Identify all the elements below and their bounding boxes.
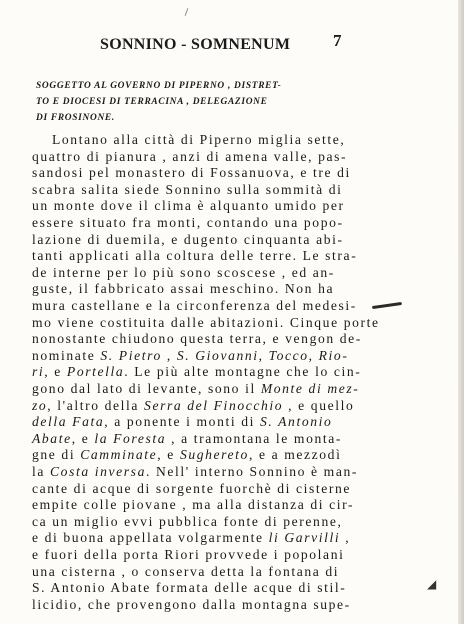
body-line bbox=[32, 414, 332, 431]
page-header bbox=[0, 31, 464, 56]
italic-place-name: Serra del Finocchio bbox=[144, 397, 284, 413]
body-line bbox=[32, 265, 335, 282]
italic-place-name: Camminate bbox=[80, 447, 158, 463]
running-title: SONNINO - SOMNENUM bbox=[100, 36, 291, 53]
body-line bbox=[32, 547, 344, 564]
body-line bbox=[32, 597, 351, 614]
scan-edge-shadow bbox=[458, 0, 464, 624]
italic-place-name: della Fata bbox=[32, 414, 105, 430]
italic-place-name: Portella bbox=[66, 364, 125, 380]
page-number: 7 bbox=[333, 31, 342, 50]
text-run: gono dal lato di levante, sono il bbox=[32, 381, 261, 396]
text-run: , e bbox=[44, 364, 67, 380]
italic-place-name: la Foresta bbox=[94, 430, 167, 446]
text-run: lazione di duemila, e dugento cinquanta abi- bbox=[32, 231, 344, 247]
body-line bbox=[32, 165, 351, 182]
text-run: Lontano alla città di Piperno miglia sette, bbox=[52, 132, 346, 147]
italic-place-name: Rio- bbox=[318, 347, 349, 363]
subtitle-line: DI FROSINONE. bbox=[36, 113, 115, 123]
italic-place-name: Monte di mez- bbox=[260, 381, 360, 396]
text-run: S. Antonio Abate formata delle acque di stil- bbox=[32, 580, 347, 596]
body-line bbox=[32, 398, 354, 415]
text-run: scabra salita siede Sonnino sulla sommità di bbox=[32, 181, 343, 197]
body-line bbox=[32, 364, 361, 381]
italic-place-name: S. Pietro bbox=[100, 347, 162, 363]
text-run: mo viene costituita dalle abitazioni. Cinque porte bbox=[32, 314, 380, 330]
body-line bbox=[32, 381, 359, 398]
text-run: . Nell' interno Sonnino è man- bbox=[145, 464, 359, 479]
italic-place-name: S. Antonio bbox=[260, 414, 333, 430]
body-line bbox=[32, 464, 358, 481]
text-run: e fuori della porta Riori provvede i popolani bbox=[32, 547, 345, 562]
subtitle-line: SOGGETTO AL GOVERNO DI PIPERNO , DISTRET- bbox=[36, 81, 282, 91]
body-line bbox=[32, 281, 334, 298]
text-run: mura castellane e la circonferenza del medesi- bbox=[32, 298, 357, 313]
text-run: , bbox=[258, 347, 269, 363]
body-line bbox=[32, 248, 357, 265]
text-run: nonostante chiudono questa terra, e vengon de- bbox=[32, 331, 362, 347]
body-line bbox=[32, 431, 342, 448]
text-run: gne di bbox=[32, 447, 81, 463]
text-run: de interne per lo più sono scoscese , ed an- bbox=[32, 264, 335, 280]
body-line bbox=[32, 315, 380, 332]
italic-place-name: zo bbox=[32, 397, 48, 413]
margin-pen-mark bbox=[372, 302, 402, 309]
text-run: guste, il fabbricato assai meschino. Non ha bbox=[32, 281, 335, 297]
text-run: , bbox=[161, 347, 177, 363]
text-run: tanti applicati alla coltura delle terre. Le stra- bbox=[32, 248, 358, 264]
body-line bbox=[32, 514, 342, 531]
text-run: licidio, che provengono dalla montagna supe- bbox=[32, 596, 351, 612]
text-run: , e quello bbox=[283, 397, 355, 413]
text-run: , l'altro della bbox=[47, 397, 145, 413]
body-line bbox=[32, 530, 350, 547]
text-run: , a ponente i monti di bbox=[104, 414, 260, 430]
body-line bbox=[32, 447, 341, 464]
ink-speck bbox=[185, 8, 189, 16]
text-run: essere situato fra monti, contando una popo- bbox=[32, 215, 344, 230]
text-run: nominate bbox=[32, 347, 101, 363]
body-line bbox=[32, 198, 345, 215]
text-run: , bbox=[308, 347, 319, 363]
text-run: cante di acque di sorgente fuorchè di cisterne bbox=[32, 480, 352, 496]
text-run: , bbox=[340, 530, 351, 546]
body-line bbox=[32, 298, 357, 315]
body-line bbox=[32, 497, 354, 514]
body-line bbox=[32, 182, 343, 199]
text-run: una cisterna , o conserva detta la fontana di bbox=[32, 563, 340, 579]
text-run: sandosi pel monastero di Fossanuova, e tre di bbox=[32, 165, 351, 181]
body-line bbox=[32, 232, 344, 249]
body-line bbox=[32, 149, 347, 166]
text-run: un monte dove il clima è alquanto umido per bbox=[32, 198, 345, 214]
text-run: , e bbox=[71, 430, 95, 446]
italic-place-name: S. Giovanni bbox=[176, 347, 259, 363]
text-run: , e bbox=[157, 447, 180, 463]
body-line bbox=[32, 481, 351, 498]
text-run: quattro di pianura , anzi di amena valle, pas- bbox=[32, 148, 348, 164]
italic-place-name: Abate bbox=[32, 430, 72, 446]
italic-place-name: Sughereto bbox=[179, 447, 249, 463]
text-run: e di buona appellata volgarmente bbox=[32, 530, 269, 546]
text-run: la bbox=[32, 464, 51, 479]
margin-arrow-mark: ◢ bbox=[427, 577, 437, 591]
text-run: , e a mezzodì bbox=[248, 447, 342, 463]
body-line bbox=[32, 348, 348, 365]
body-line bbox=[32, 215, 344, 232]
body-line bbox=[32, 580, 346, 597]
italic-place-name: Tocco bbox=[268, 347, 309, 363]
italic-place-name: li Garvilli bbox=[268, 530, 341, 546]
subtitle-line: TO E DIOCESI DI TERRACINA , DELEGAZIONE bbox=[36, 97, 268, 107]
text-run: . Le più alte montagne che lo cin- bbox=[124, 364, 362, 380]
body-line bbox=[32, 564, 339, 581]
body-line bbox=[52, 132, 345, 149]
section-subtitle bbox=[36, 78, 436, 126]
text-run: , a tramontana le monta- bbox=[166, 430, 343, 446]
italic-place-name: ri bbox=[32, 364, 45, 380]
text-run: empite colle piovane , ma alla distanza di cir- bbox=[32, 497, 355, 513]
body-line bbox=[32, 331, 362, 348]
italic-place-name: Costa inversa bbox=[50, 464, 146, 479]
text-run: ca un miglio evvi pubblica fonte di perenne, bbox=[32, 513, 343, 529]
